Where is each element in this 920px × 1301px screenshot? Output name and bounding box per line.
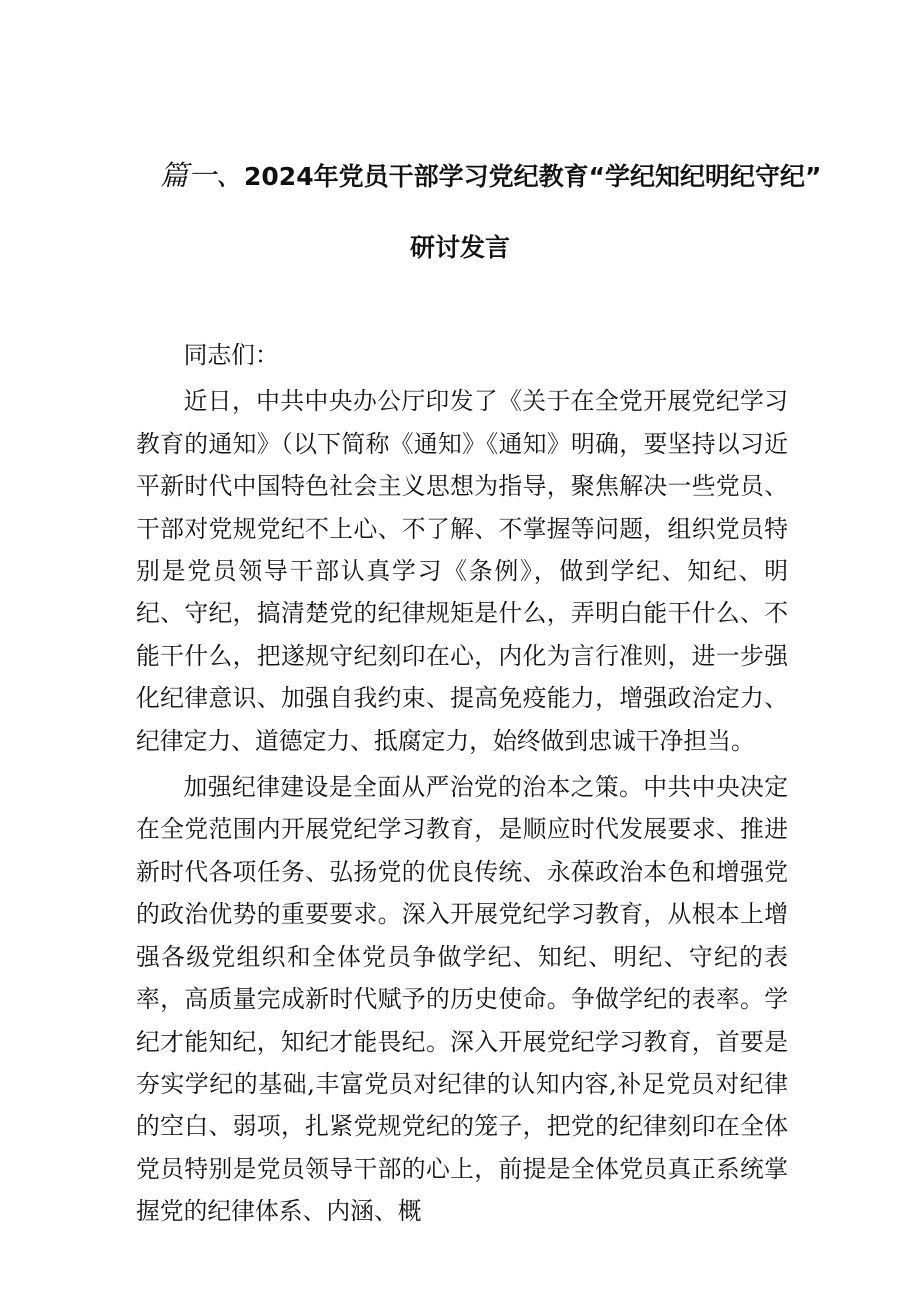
- title-prefix: 篇一、: [160, 159, 245, 192]
- paragraph-1: 近日，中共中央办公厅印发了《关于在全党开展党纪学习教育的通知》（以下简称《通知》《通知》明确，要坚持以习近平新时代中国特色社会主义思想为指导，聚焦解决一些党员、干部对党规党纪不上心、不了解、不掌握等问题，组织党员特别是党员领导干部认真学习《条例》，做到学纪、知纪、明纪、守纪，搞清楚党的纪律规矩是什么，弄明白能干什么、不能干什么，把遂规守纪刻印在心，内化为言行准则，进一步强化纪律意识、加强自我约束、提高免疫能力，增强政治定力、纪律定力、道德定力、抵腐定力，始终做到忠诚干净担当。: [136, 387, 788, 755]
- title-main: 2024年党员干部学习党纪教育“学纪知纪明纪守纪”: [244, 162, 822, 191]
- document-subtitle: 研讨发言: [409, 233, 510, 262]
- greeting: 同志们：: [183, 341, 279, 369]
- document-body: [136, 334, 788, 1237]
- paragraph-2: 加强纪律建设是全面从严治党的治本之策。中共中央决定在全党范围内开展党纪学习教育，是顺应时代发展要求、推进新时代各项任务、弘扬党的优良传统、永葆政治本色和增强党的政治优势的重要要求。深入开展党纪学习教育，从根本上增强各级党组织和全体党员争做学纪、知纪、明纪、守纪的表率，高质量完成新时代赋予的历史使命。争做学纪的表率。学纪才能知纪，知纪才能畏纪。深入开展党纪学习教育，首要是夯实学纪的基础,丰富党员对纪律的认知内容,补足党员对纪律的空白、弱项，扎紧党规党纪的笼子，把党的纪律刻印在全体党员特别是党员领导干部的心上，前提是全体党员真正系统掌握党的纪律体系、内涵、概: [136, 773, 788, 1226]
- document-title: [160, 158, 822, 195]
